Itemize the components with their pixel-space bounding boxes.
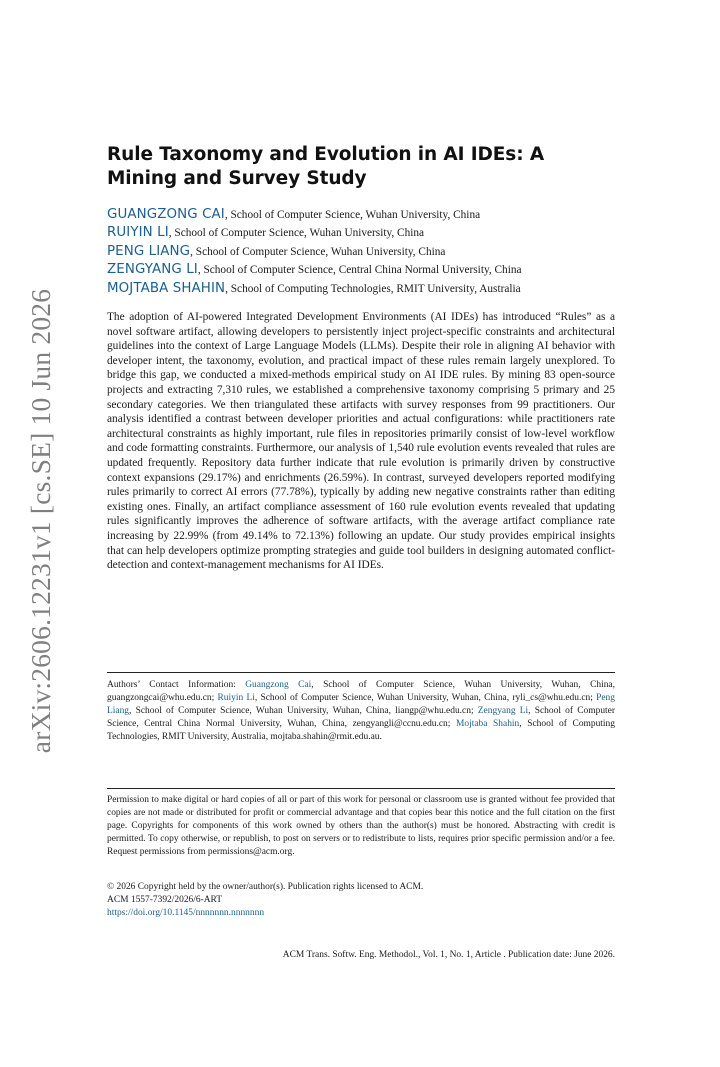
author-name: RUIYIN LI: [107, 225, 169, 241]
author-name: GUANGZONG CAI: [107, 207, 225, 222]
author-link-liang[interactable]: Peng Liang: [107, 693, 615, 717]
author-link-li-ruiyin[interactable]: Ruiyin Li: [217, 693, 255, 704]
author-affiliation: , School of Computer Science, Wuhan University, China: [224, 209, 481, 221]
author-link-li-zengyang[interactable]: Zengyang Li: [477, 706, 529, 717]
contact-divider: [107, 672, 615, 673]
abstract: The adoption of AI-powered Integrated Development Environments (AI IDEs) has introduced “Rules” as a novel software artifact, allowing developers to persistently inject project-specific constraints and architectural guidelines into the context of Large Language Models (LLMs). Despite their role in aligning AI behavior with developer intent, the taxonomy, evolution, and practical impact of these rules remain largely unexplored. To bridge this gap, we conducted a mixed-methods empirical study on AI IDE rules. By mining 83 open-source projects and extracting 7,310 rules, we established a comprehensive taxonomy comprising 5 primary and 25 secondary categories. We then triangulated these artifacts with survey responses from 99 practitioners. Our analysis identified a contrast between developer priorities and actual configurations: while practitioners rate architectural constraints as highly important, rule files in repositories primarily consist of low-level workflow and code formatting constraints. Furthermore, our analysis of 1,540 rule evolution events revealed that rules are updated frequently. Repository data further indicate that rule evolution is primarily driven by constructive context expansions (29.17%) and enrichments (26.59%). In contrast, surveyed developers reported modifying rules primarily to correct AI errors (77.78%), typically by adding new negative constraints rather than editing existing ones. Finally, an artifact compliance assessment of 160 rule evolution events revealed that updating rules significantly improves the adherence of software artifacts, with the average artifact compliance rate increasing by 22.99% (from 49.14% to 72.13%) following an update. Our study provides empirical insights that can help developers optimize prompting strategies and guide tool builders in designing automated conflict-detection and context-management mechanisms for AI IDEs.: [107, 311, 615, 572]
contact-prefix: Authors’ Contact Information:: [107, 680, 246, 690]
contact-details: , School of Computer Science, Wuhan University, Wuhan, China, ryli_cs@whu.edu.cn;: [254, 693, 597, 704]
contact-information: [107, 679, 615, 744]
author-affiliation: , School of Computing Technologies, RMIT University, Australia: [225, 282, 521, 295]
permission-notice: Permission to make digital or hard copies of all or part of this work for personal or classroom use is granted without fee provided that copies are not made or distributed for profit or commercial advantage and that copies bear this notice and the full citation on the first page. Copyrights for components of this work owned by others than the author(s) must be honored. Abstracting with credit is permitted. To copy otherwise, or republish, to post on servers or to redistribute to lists, requires prior specific permission and/or a fee. Request permissions from permissions@acm.org.: [107, 795, 615, 858]
author-link-shahin[interactable]: Mojtaba Shahin: [456, 719, 520, 730]
contact-details: , School of Computer Science, Wuhan University, Wuhan, China, liangp@whu.edu.cn;: [129, 706, 478, 717]
contact-details: , School of Computer Science, Wuhan University, Wuhan, China, guangzongcai@whu.edu.cn;: [107, 680, 615, 704]
contact-details: , School of Computing Technologies, RMIT University, Australia, mojtaba.shahin@rmit.edu.au.: [107, 719, 615, 743]
author-entry: [107, 224, 615, 242]
author-name: MOJTABA SHAHIN: [107, 280, 226, 296]
paper-title: Rule Taxonomy and Evolution in AI IDEs: A Mining and Survey Study: [107, 144, 545, 189]
permission-divider: [107, 788, 615, 789]
author-entry: [107, 280, 615, 298]
arxiv-stamp-text: arXiv:2606.12231v1 [cs.SE] 10 Jun 2026: [25, 288, 56, 754]
author-name: ZENGYANG LI: [107, 262, 198, 278]
author-entry: [107, 261, 615, 279]
copyright-line: © 2026 Copyright held by the owner/author(s). Publication rights licensed to ACM.: [107, 882, 424, 892]
author-name: PENG LIANG: [107, 243, 191, 259]
author-affiliation: , School of Computer Science, Wuhan University, China: [168, 227, 425, 240]
contact-details: , School of Computer Science, Central China Normal University, Wuhan, China, zengyangli@ccnu.edu.cn;: [107, 706, 616, 730]
page-footer: ACM Trans. Softw. Eng. Methodol., Vol. 1, No. 1, Article . Publication date: June 2026.: [282, 950, 615, 960]
arxiv-stamp: [27, 282, 55, 760]
author-affiliation: , School of Computer Science, Wuhan University, China: [190, 245, 446, 258]
author-list: [107, 206, 615, 298]
doi-link[interactable]: https://doi.org/10.1145/nnnnnnn.nnnnnnn: [107, 908, 265, 918]
author-affiliation: , School of Computer Science, Central China Normal University, China: [197, 264, 522, 277]
author-entry: [107, 243, 615, 261]
author-entry: [107, 206, 615, 224]
issn-line: ACM 1557-7392/2026/6-ART: [107, 895, 223, 905]
author-link-cai[interactable]: Guangzong Cai: [245, 680, 312, 690]
